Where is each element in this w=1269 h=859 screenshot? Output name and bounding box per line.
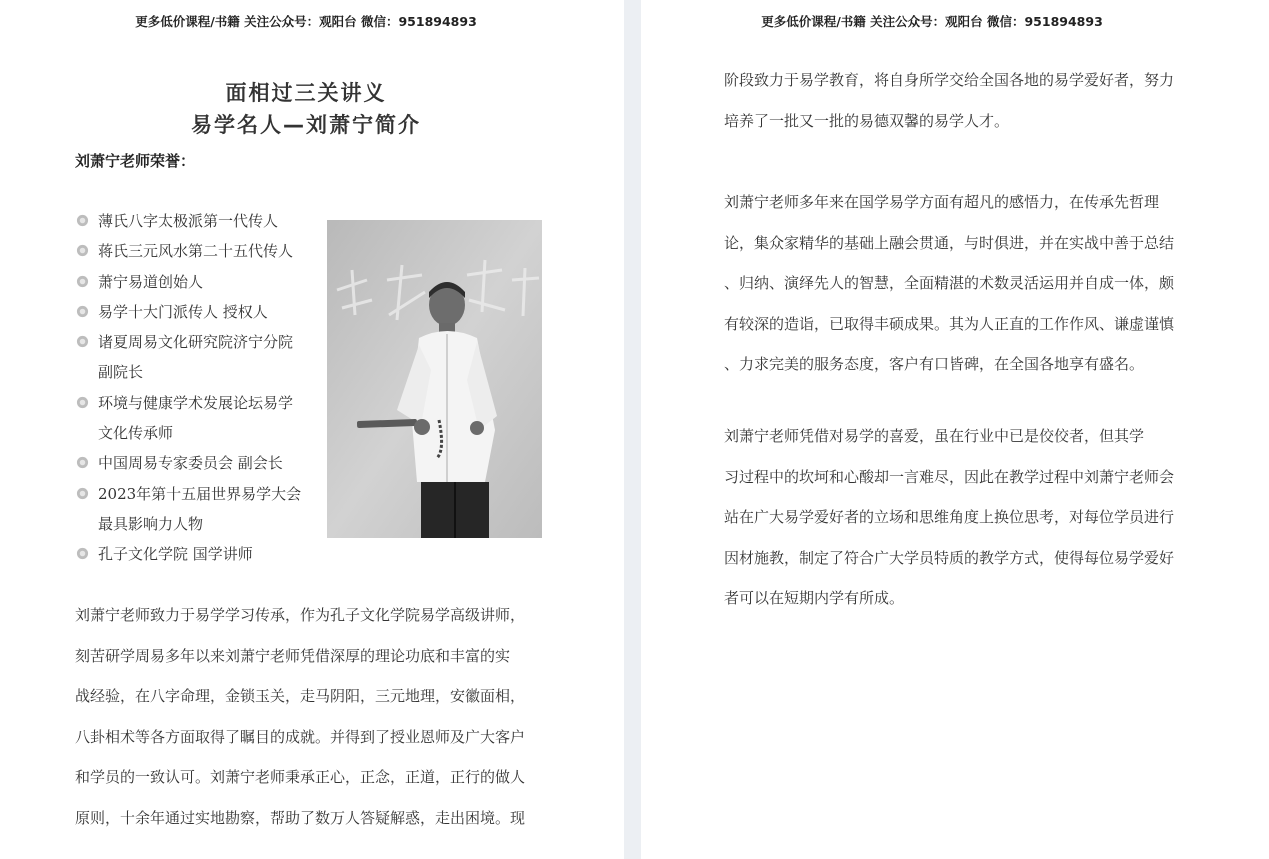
doc-title: 面相过三关讲义 (225, 81, 387, 105)
text-line: 刘萧宁老师致力于易学学习传承，作为孔子文化学院易学高级讲师， (75, 606, 526, 624)
honor-text: 蒋氏三元风水第二十五代传人 (98, 242, 294, 261)
bullet-icon (76, 547, 89, 560)
text-line: 和学员的一致认可。刘萧宁老师秉承正心，正念，正道，正行的做人 (75, 768, 526, 786)
text-line: 论，集众家精华的基础上融会贯通，与时俱进，并在实战中善于总结 (724, 233, 1175, 252)
honor-text: 中国周易专家委员会 副会长 (98, 454, 283, 473)
text-line: 者可以在短期内学有所成。 (724, 589, 905, 608)
achievement-paragraph (724, 182, 1174, 385)
honor-text: 2023年第十五届世界易学大会 (98, 484, 302, 503)
honor-text: 诸夏周易文化研究院济宁分院 (98, 333, 294, 352)
honor-item (76, 479, 326, 509)
bullet-icon (76, 335, 89, 348)
honor-item (76, 388, 326, 418)
teacher-portrait-photo (327, 220, 542, 538)
text-line: 刘萧宁老师多年来在国学易学方面有超凡的感悟力，在传承先哲理 (724, 193, 1160, 211)
page-gutter (624, 0, 641, 859)
text-line: 、力求完美的服务态度，客户有口皆碑，在全国各地享有盛名。 (724, 355, 1145, 374)
honor-text: 易学十大门派传人 授权人 (98, 302, 268, 321)
document-page-right (641, 0, 1269, 859)
honors-heading: 刘萧宁老师荣誉： (75, 152, 196, 170)
document-page-left (0, 0, 624, 859)
honor-text: 薄氏八字太极派第一代传人 (98, 212, 279, 230)
text-line: 刻苦研学周易多年以来刘萧宁老师凭借深厚的理论功底和丰富的实 (75, 646, 511, 665)
honor-text: 副院长 (98, 363, 144, 382)
honor-text: 最具影响力人物 (98, 514, 204, 533)
honor-item (76, 206, 326, 236)
text-line: 、归纳、演绎先人的智慧，全面精湛的术数灵活运用并自成一体，颇 (724, 274, 1175, 293)
bullet-icon (76, 487, 89, 500)
honor-item (76, 267, 326, 297)
honor-item-continued (76, 418, 326, 448)
text-line: 培养了一批又一批的易德双馨的易学人才。 (724, 111, 1010, 130)
bullet-icon (76, 456, 89, 469)
bullet-icon (76, 305, 89, 318)
text-line: 有较深的造诣，已取得丰硕成果。其为人正直的工作作风、谦虚谨慎 (724, 314, 1175, 333)
bullet-icon (76, 244, 89, 257)
promo-banner: 更多低价课程/书籍 关注公众号：观阳台 微信：951894893 (761, 14, 1103, 29)
text-line: 原则，十余年通过实地勘察，帮助了数万人答疑解惑，走出困境。现 (75, 808, 526, 827)
honor-item (76, 539, 326, 569)
portrait-illustration (327, 220, 542, 538)
bullet-icon (76, 396, 89, 409)
bullet-icon (76, 214, 89, 227)
honor-item (76, 327, 326, 357)
honor-text: 环境与健康学术发展论坛易学 (98, 393, 294, 412)
honor-item (76, 236, 326, 266)
text-line: 阶段致力于易学教育，将自身所学交给全国各地的易学爱好者，努力 (724, 71, 1175, 89)
honors-list (76, 206, 326, 570)
honor-item (76, 297, 326, 327)
promo-banner: 更多低价课程/书籍 关注公众号：观阳台 微信：951894893 (135, 14, 477, 29)
text-line: 因材施教，制定了符合广大学员特质的教学方式，使得每位易学爱好 (724, 548, 1175, 567)
bullet-icon (76, 275, 89, 288)
honor-item-continued (76, 509, 326, 539)
teaching-paragraph (724, 416, 1174, 619)
honor-text: 萧宁易道创始人 (98, 272, 204, 291)
honor-item (76, 448, 326, 478)
text-line: 八卦相术等各方面取得了瞩目的成就。并得到了授业恩师及广大客户 (75, 727, 526, 746)
intro-paragraph (75, 595, 525, 838)
honor-item-continued (76, 357, 326, 387)
honor-text: 孔子文化学院 国学讲师 (98, 545, 253, 564)
doc-subtitle: 易学名人—刘萧宁简介 (191, 113, 421, 137)
text-line: 刘萧宁老师凭借对易学的喜爱，虽在行业中已是佼佼者，但其学 (724, 427, 1145, 445)
honor-text: 文化传承师 (98, 424, 174, 443)
text-line: 站在广大易学爱好者的立场和思维角度上换位思考，对每位学员进行 (724, 508, 1175, 527)
continued-paragraph (724, 60, 1174, 141)
text-line: 习过程中的坎坷和心酸却一言难尽，因此在教学过程中刘萧宁老师会 (724, 467, 1175, 486)
text-line: 战经验，在八字命理，金锁玉关，走马阴阳，三元地理，安徽面相， (75, 687, 526, 705)
